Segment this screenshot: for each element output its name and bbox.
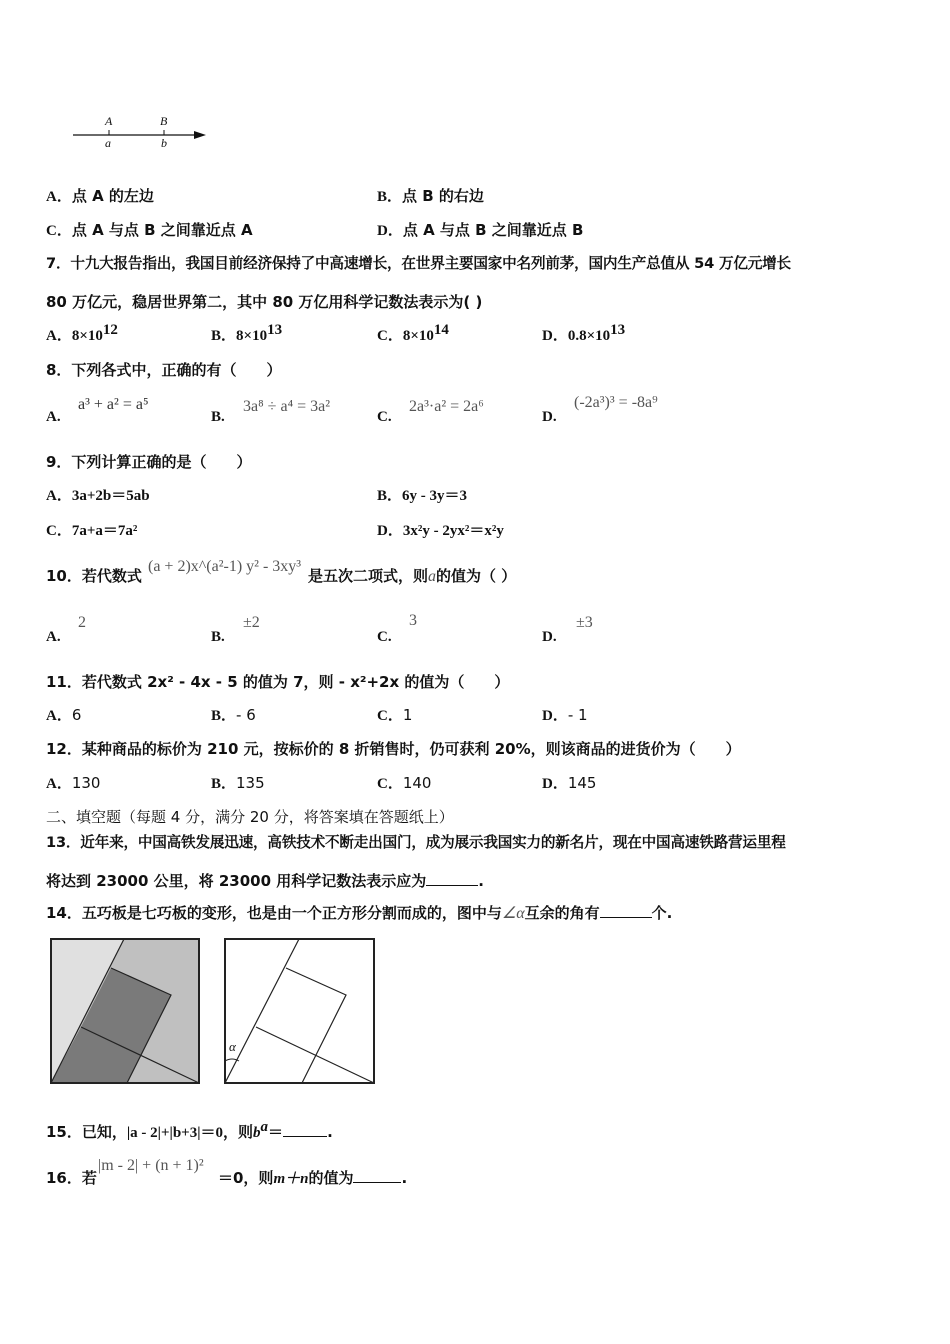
q16-end: . — [401, 1169, 408, 1187]
option-label: B． — [211, 708, 237, 724]
point-b-lower-label: b — [161, 136, 167, 150]
q8-option-a[interactable] — [46, 406, 61, 427]
q6-option-c[interactable] — [46, 220, 253, 241]
option-text: 点 A 与点 B 之间靠近点 A — [71, 221, 253, 239]
q12-option-a[interactable] — [46, 773, 100, 794]
option-exponent: 13 — [267, 322, 283, 338]
q8-option-d[interactable] — [542, 406, 557, 427]
q11-stem: 11．若代数式 2x² - 4x - 5 的值为 7，则 - x²+2x 的值为（ ） — [46, 673, 510, 691]
q13-answer-blank[interactable] — [426, 871, 478, 886]
q10-option-b-value: ±2 — [243, 614, 260, 631]
q10-option-c[interactable] — [377, 626, 392, 647]
section-heading-fill-in: 二、填空题（每题 4 分，满分 20 分，将答案填在答题纸上） — [46, 808, 454, 826]
option-label: B． — [211, 328, 237, 344]
option-label: C. — [377, 409, 392, 425]
option-value: 130 — [71, 774, 101, 792]
point-a-upper-label: A — [105, 114, 113, 128]
option-label: C． — [377, 328, 403, 344]
q11-option-c[interactable] — [377, 705, 412, 726]
q14-answer-blank[interactable] — [600, 903, 652, 918]
option-label: B． — [377, 488, 403, 504]
q15-formula: |a - 2|+|b+3|＝0 — [126, 1125, 224, 1141]
q8-option-c-formula: 2a³·a² = 2a⁶ — [409, 398, 484, 415]
option-value: 8×10 — [71, 328, 103, 344]
q14-text-before: 14．五巧板是七巧板的变形，也是由一个正方形分割而成的，图中与 — [46, 904, 502, 922]
q15-target-exp: a — [260, 1119, 269, 1135]
q10-stem-rest — [308, 566, 516, 587]
q8-option-d-formula: (-2a³)³ = -8a⁹ — [574, 394, 658, 411]
option-value: 140 — [402, 774, 432, 792]
q9-option-c[interactable] — [46, 520, 137, 541]
q15-answer-blank[interactable] — [283, 1122, 327, 1137]
q10-prefix: 10．若代数式 — [46, 567, 142, 585]
option-label: D. — [542, 629, 557, 645]
q15-end: . — [327, 1123, 333, 1141]
pentomino-figure-shaded — [49, 937, 203, 1087]
number-line-figure — [70, 112, 210, 157]
option-value: 8×10 — [236, 328, 268, 344]
pentomino-figure-outline — [223, 937, 377, 1087]
q11-option-d[interactable] — [542, 705, 588, 726]
option-text: 点 A 与点 B 之间靠近点 B — [402, 221, 584, 239]
q10-end: 的值为（ ） — [436, 567, 517, 585]
option-label: B． — [377, 189, 403, 205]
alpha-angle-label: α — [229, 1039, 236, 1054]
option-label: A． — [46, 189, 72, 205]
q10-option-d[interactable] — [542, 626, 557, 647]
option-label: B. — [211, 409, 225, 425]
option-exponent: 14 — [433, 322, 449, 338]
option-label: D． — [542, 708, 568, 724]
q9-option-d[interactable] — [377, 520, 504, 541]
option-value: 0.8×10 — [567, 328, 611, 344]
q13-stem-line2 — [46, 871, 484, 891]
q6-option-a[interactable] — [46, 186, 154, 207]
q8-option-a-formula: a³ + a² = a⁵ — [78, 396, 149, 413]
option-formula: 6y - 3y＝3 — [402, 488, 468, 504]
option-label: C． — [46, 223, 72, 239]
q12-stem: 12．某种商品的标价为 210 元，按标价的 8 折销售时，仍可获利 20%，则该商品的进货价为（ ） — [46, 740, 741, 758]
option-formula: 3x²y - 2yx²＝x²y — [402, 523, 504, 539]
q13-line2-text: 将达到 23000 公里，将 23000 用科学记数法表示应为 — [46, 872, 427, 890]
option-formula: 7a+a＝7a² — [71, 523, 138, 539]
q10-option-a[interactable] — [46, 626, 61, 647]
q12-option-d[interactable] — [542, 773, 596, 794]
point-a-lower-label: a — [105, 136, 111, 150]
q15-stem — [46, 1119, 333, 1143]
q8-option-b[interactable] — [211, 406, 225, 427]
option-value: 8×10 — [402, 328, 434, 344]
q15-mid: ，则 — [223, 1123, 254, 1141]
q10-stem — [46, 566, 142, 586]
q6-option-d[interactable] — [377, 220, 583, 241]
option-label: A. — [46, 409, 61, 425]
q6-option-b[interactable] — [377, 186, 484, 207]
q16-mid: ＝0，则 — [218, 1169, 274, 1187]
option-text: 点 A 的左边 — [71, 187, 154, 205]
q15-eq: ＝ — [268, 1123, 284, 1141]
q14-text-after: 互余的角有 — [524, 904, 600, 922]
q14-end: 个. — [651, 904, 673, 922]
q9-option-a[interactable] — [46, 485, 150, 506]
q10-var: a — [428, 568, 437, 585]
q10-option-c-value: 3 — [409, 612, 417, 629]
q8-stem: 8．下列各式中，正确的有（ ） — [46, 361, 282, 379]
q15-target-base: b — [253, 1125, 261, 1141]
q16-stem-rest — [218, 1168, 407, 1189]
option-value: - 6 — [236, 706, 256, 724]
q11-option-a[interactable] — [46, 705, 81, 726]
q7-stem-line1: 7．十九大报告指出，我国目前经济保持了中高速增长，在世界主要国家中名列前茅，国内生产总值从 54 万亿元增长 — [46, 255, 791, 272]
q7-stem-line2: 80 万亿元，稳居世界第二，其中 80 万亿用科学记数法表示为( ) — [46, 293, 483, 311]
point-b-upper-label: B — [160, 114, 168, 128]
q16-answer-blank[interactable] — [353, 1168, 401, 1183]
option-value: 145 — [567, 774, 597, 792]
option-label: A． — [46, 708, 72, 724]
q13-stem-line1: 13．近年来，中国高铁发展迅速，高铁技术不断走出国门，成为展示我国实力的新名片，现在中国高速铁路营运里程 — [46, 834, 786, 851]
option-label: D. — [542, 409, 557, 425]
option-label: C． — [377, 708, 403, 724]
q7-option-b[interactable] — [211, 322, 283, 346]
option-label: A． — [46, 776, 72, 792]
option-value: 135 — [236, 774, 265, 792]
option-label: B. — [211, 629, 225, 645]
q14-angle: ∠α — [501, 905, 525, 922]
option-exponent: 13 — [610, 322, 626, 338]
q9-stem: 9．下列计算正确的是（ ） — [46, 453, 252, 471]
q10-option-d-value: ±3 — [576, 614, 593, 631]
q15-prefix: 15．已知， — [46, 1123, 127, 1141]
option-value: 1 — [402, 706, 413, 724]
q9-option-b[interactable] — [377, 485, 467, 506]
q14-stem — [46, 903, 672, 924]
option-label: D． — [542, 328, 568, 344]
option-label: D． — [377, 223, 403, 239]
q16-stem-prefix: 16．若 — [46, 1169, 97, 1187]
q11-option-b[interactable] — [211, 705, 256, 726]
q7-option-a[interactable] — [46, 322, 118, 346]
q12-option-c[interactable] — [377, 773, 431, 794]
q7-option-d[interactable] — [542, 322, 626, 346]
q10-expression: (a + 2)x^(a²-1) y² - 3xy³ — [148, 558, 302, 575]
q8-option-b-formula: 3a⁸ ÷ a⁴ = 3a² — [243, 398, 331, 415]
option-label: A． — [46, 488, 72, 504]
option-exponent: 12 — [102, 322, 118, 338]
q16-suffix: 的值为 — [308, 1169, 354, 1187]
option-label: D． — [542, 776, 568, 792]
option-label: D． — [377, 523, 403, 539]
option-label: A． — [46, 328, 72, 344]
option-label: C． — [377, 776, 403, 792]
q10-option-a-value: 2 — [78, 614, 86, 631]
option-formula: 3a+2b＝5ab — [71, 488, 150, 504]
q13-end: . — [478, 872, 484, 890]
q7-option-c[interactable] — [377, 322, 449, 346]
q16-formula: |m - 2| + (n + 1)² — [98, 1157, 204, 1174]
q10-option-b[interactable] — [211, 626, 225, 647]
option-label: B． — [211, 776, 237, 792]
option-value: - 1 — [567, 706, 588, 724]
option-value: 6 — [71, 706, 82, 724]
option-label: C． — [46, 523, 72, 539]
option-text: 点 B 的右边 — [402, 187, 484, 205]
q16-target: m＋n — [273, 1171, 309, 1187]
q8-option-c[interactable] — [377, 406, 392, 427]
option-label: A. — [46, 629, 61, 645]
q10-suffix: 是五次二项式，则 — [308, 567, 429, 585]
option-label: C. — [377, 629, 392, 645]
q12-option-b[interactable] — [211, 773, 265, 794]
